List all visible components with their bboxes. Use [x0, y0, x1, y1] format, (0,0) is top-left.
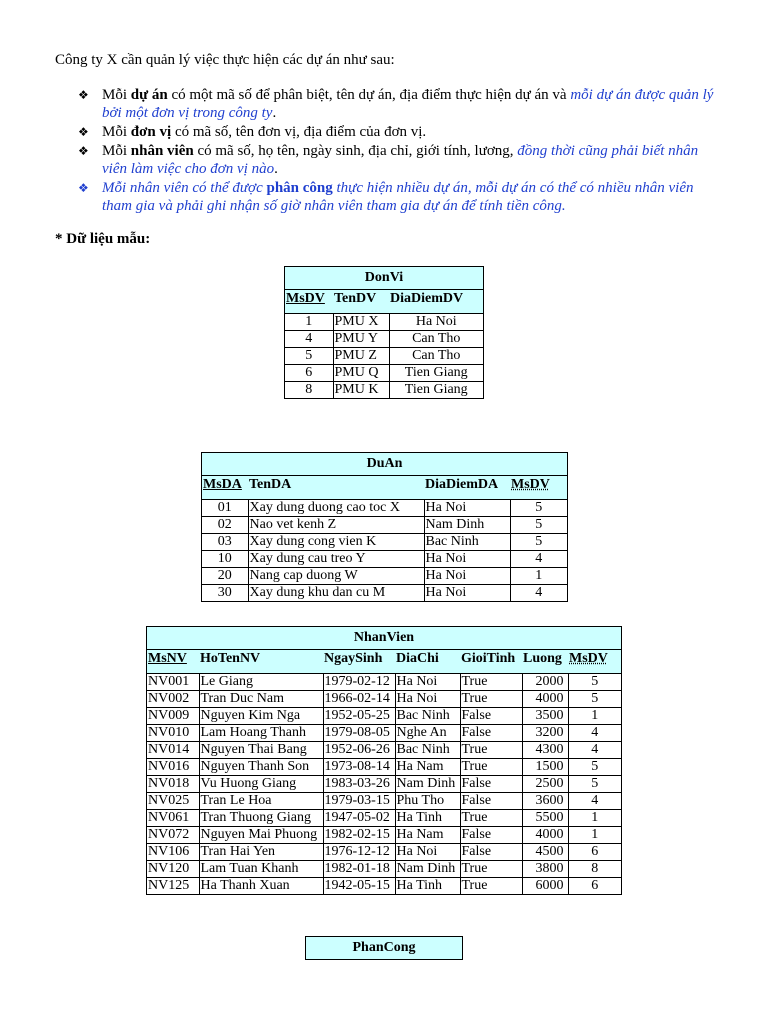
table-row [285, 365, 484, 382]
table-cell: Tran Hai Yen [199, 844, 323, 861]
table-cell: Bac Ninh [424, 534, 510, 551]
table-cell: True [460, 878, 522, 895]
table-row [202, 585, 568, 602]
table-cell: Ha Noi [395, 674, 460, 691]
table-cell: 1966-02-14 [323, 691, 395, 708]
table-cell: 1952-05-25 [323, 708, 395, 725]
table-title: DonVi [285, 267, 484, 290]
table-cell: Ha Nam [395, 759, 460, 776]
diamond-bullet-icon: ❖ [78, 125, 89, 139]
table-cell: 1952-06-26 [323, 742, 395, 759]
requirement-text: đơn vị [130, 124, 172, 140]
table-cell: Tran Thuong Giang [199, 810, 323, 827]
table-cell: PMU K [333, 382, 389, 399]
table-cell: Xay dung cau treo Y [248, 551, 424, 568]
table-cell: NV018 [147, 776, 200, 793]
table-cell: 3600 [522, 793, 568, 810]
table-cell: Can Tho [389, 331, 484, 348]
table-cell: Nang cap duong W [248, 568, 424, 585]
table-cell: 10 [202, 551, 249, 568]
requirement-text: có mã số, họ tên, ngày sinh, địa chỉ, giới tính, lương, [193, 143, 518, 159]
table-row [285, 348, 484, 365]
requirement-text: phân công [266, 180, 333, 196]
table-cell: 4 [568, 725, 622, 742]
requirement-item [78, 123, 718, 141]
table-title: DuAn [202, 453, 568, 476]
table-cell: Ha Thanh Xuan [199, 878, 323, 895]
table-cell: Ha Noi [424, 500, 510, 517]
table-cell: 1982-01-18 [323, 861, 395, 878]
table-cell: NV009 [147, 708, 200, 725]
table-cell: Nam Dinh [395, 776, 460, 793]
table-row [285, 314, 484, 331]
table-cell: True [460, 759, 522, 776]
table-cell: 1979-02-12 [323, 674, 395, 691]
requirement-text: dự án [130, 87, 168, 103]
table-phancong [305, 936, 463, 960]
table-cell: Can Tho [389, 348, 484, 365]
table-cell: 5500 [522, 810, 568, 827]
table-row [147, 708, 622, 725]
diamond-bullet-icon: ❖ [78, 181, 89, 195]
table-row [147, 776, 622, 793]
table-cell: Phu Tho [395, 793, 460, 810]
table-cell: 3200 [522, 725, 568, 742]
table-cell: Ha Noi [424, 551, 510, 568]
requirement-text: có mã số, tên đơn vị, địa điểm của đơn vị. [171, 124, 427, 140]
column-header: NgaySinh [323, 650, 395, 674]
table-cell: PMU Y [333, 331, 389, 348]
table-cell: Tran Le Hoa [199, 793, 323, 810]
table-cell: 5 [568, 776, 622, 793]
table-cell: 4 [568, 793, 622, 810]
table-row [147, 827, 622, 844]
table-cell: 02 [202, 517, 249, 534]
table-cell: NV120 [147, 861, 200, 878]
table-cell: Ha Noi [389, 314, 484, 331]
table-cell: NV125 [147, 878, 200, 895]
requirement-item [78, 86, 718, 122]
table-cell: 1979-08-05 [323, 725, 395, 742]
table-cell: False [460, 708, 522, 725]
table-row [147, 844, 622, 861]
table-cell: NV072 [147, 827, 200, 844]
table-cell: 1976-12-12 [323, 844, 395, 861]
requirement-text: đồng thời cũng phải biết nhân viên làm việc cho đơn vị nào [102, 143, 699, 177]
table-cell: 01 [202, 500, 249, 517]
table-cell: Xay dung duong cao toc X [248, 500, 424, 517]
table-cell: 5 [510, 500, 568, 517]
table-cell: True [460, 810, 522, 827]
duan-rows [202, 500, 568, 602]
requirement-text: . [272, 105, 277, 121]
column-header: HoTenNV [199, 650, 323, 674]
table-cell: 1942-05-15 [323, 878, 395, 895]
table-cell: 5 [568, 759, 622, 776]
table-cell: 6 [285, 365, 334, 382]
table-cell: 4500 [522, 844, 568, 861]
table-row [147, 759, 622, 776]
table-title: NhanVien [147, 627, 622, 650]
table-row [202, 517, 568, 534]
table-cell: Xay dung cong vien K [248, 534, 424, 551]
column-header: MsNV [147, 650, 200, 674]
column-header: TenDA [248, 476, 424, 500]
requirement-text: Mỗi [102, 124, 131, 140]
table-row [147, 861, 622, 878]
table-cell: False [460, 776, 522, 793]
table-nhanvien [146, 626, 622, 895]
table-row [202, 500, 568, 517]
table-cell: NV010 [147, 725, 200, 742]
table-cell: Ha Tinh [395, 878, 460, 895]
table-row [285, 331, 484, 348]
table-cell: 20 [202, 568, 249, 585]
table-title: PhanCong [306, 937, 463, 960]
table-cell: PMU Q [333, 365, 389, 382]
column-header: TenDV [333, 290, 389, 314]
requirement-text: Mỗi [102, 143, 131, 159]
requirement-text: Mỗi [102, 87, 131, 103]
table-cell: Nguyen Thai Bang [199, 742, 323, 759]
table-row [147, 878, 622, 895]
table-row [147, 725, 622, 742]
table-cell: False [460, 793, 522, 810]
table-cell: 4 [510, 585, 568, 602]
table-cell: True [460, 674, 522, 691]
table-cell: 1973-08-14 [323, 759, 395, 776]
table-cell: False [460, 725, 522, 742]
table-cell: 03 [202, 534, 249, 551]
table-cell: 6000 [522, 878, 568, 895]
table-cell: Ha Noi [424, 568, 510, 585]
table-cell: NV002 [147, 691, 200, 708]
table-cell: 4000 [522, 691, 568, 708]
table-cell: Nguyen Kim Nga [199, 708, 323, 725]
table-cell: Nghe An [395, 725, 460, 742]
table-cell: 5 [568, 674, 622, 691]
table-row [202, 534, 568, 551]
table-cell: True [460, 861, 522, 878]
requirement-item [78, 142, 718, 178]
table-cell: NV061 [147, 810, 200, 827]
column-header: MsDV [568, 650, 622, 674]
table-row [285, 382, 484, 399]
table-cell: Xay dung khu dan cu M [248, 585, 424, 602]
diamond-bullet-icon: ❖ [78, 144, 89, 158]
table-cell: Ha Noi [424, 585, 510, 602]
table-duan [201, 452, 568, 602]
table-cell: 1983-03-26 [323, 776, 395, 793]
table-row [202, 551, 568, 568]
table-cell: NV025 [147, 793, 200, 810]
table-cell: Bac Ninh [395, 708, 460, 725]
column-header: DiaChi [395, 650, 460, 674]
table-row [147, 691, 622, 708]
table-cell: True [460, 691, 522, 708]
requirement-text: Mỗi nhân viên có thể được [102, 180, 267, 196]
intro-text: Công ty X cần quản lý việc thực hiện các dự án như sau: [55, 52, 395, 68]
table-cell: Nao vet kenh Z [248, 517, 424, 534]
table-cell: 5 [510, 534, 568, 551]
table-cell: Vu Huong Giang [199, 776, 323, 793]
table-cell: 4 [568, 742, 622, 759]
column-header: GioiTinh [460, 650, 522, 674]
table-cell: Ha Noi [395, 691, 460, 708]
table-row [147, 810, 622, 827]
table-cell: Ha Noi [395, 844, 460, 861]
table-cell: Lam Hoang Thanh [199, 725, 323, 742]
table-cell: 1947-05-02 [323, 810, 395, 827]
table-cell: 1 [568, 810, 622, 827]
table-cell: 4300 [522, 742, 568, 759]
table-cell: 1979-03-15 [323, 793, 395, 810]
table-cell: 2000 [522, 674, 568, 691]
table-cell: 1 [568, 827, 622, 844]
table-cell: Nam Dinh [424, 517, 510, 534]
table-cell: 1 [568, 708, 622, 725]
table-cell: 1500 [522, 759, 568, 776]
requirement-item [78, 179, 718, 215]
table-cell: NV016 [147, 759, 200, 776]
table-cell: 6 [568, 878, 622, 895]
nhanvien-rows [147, 674, 622, 895]
table-cell: Nguyen Thanh Son [199, 759, 323, 776]
requirement-text: thực hiện nhiều dự án, mỗi dự án có thể có nhiều nhân viên tham gia và phải ghi nhận số giờ nhân viên tham gia dự án để tính tiền công. [102, 180, 694, 214]
table-row [147, 793, 622, 810]
table-cell: 30 [202, 585, 249, 602]
table-cell: 5 [285, 348, 334, 365]
column-header: MsDV [285, 290, 334, 314]
table-cell: 3500 [522, 708, 568, 725]
table-cell: NV106 [147, 844, 200, 861]
table-cell: Tien Giang [389, 382, 484, 399]
table-cell: NV001 [147, 674, 200, 691]
table-cell: 4000 [522, 827, 568, 844]
table-cell: 8 [285, 382, 334, 399]
table-cell: 1 [285, 314, 334, 331]
column-header: MsDV [510, 476, 568, 500]
requirement-text: mỗi dự án được quản lý bởi một đơn vị trong công ty [102, 87, 714, 121]
table-cell: Ha Nam [395, 827, 460, 844]
table-cell: 8 [568, 861, 622, 878]
table-cell: 4 [510, 551, 568, 568]
table-cell: 5 [568, 691, 622, 708]
table-cell: 3800 [522, 861, 568, 878]
table-cell: 1 [510, 568, 568, 585]
requirement-text: nhân viên [130, 143, 194, 159]
sample-data-heading: * Dữ liệu mẫu: [55, 231, 151, 247]
table-cell: Le Giang [199, 674, 323, 691]
requirements-list [78, 86, 718, 216]
table-row [202, 568, 568, 585]
table-row [147, 674, 622, 691]
table-cell: True [460, 742, 522, 759]
table-cell: False [460, 827, 522, 844]
table-cell: Tien Giang [389, 365, 484, 382]
column-header: MsDA [202, 476, 249, 500]
table-donvi [284, 266, 484, 399]
table-cell: PMU X [333, 314, 389, 331]
table-row [147, 742, 622, 759]
column-header: Luong [522, 650, 568, 674]
table-cell: PMU Z [333, 348, 389, 365]
column-header: DiaDiemDA [424, 476, 510, 500]
diamond-bullet-icon: ❖ [78, 88, 89, 102]
table-cell: False [460, 844, 522, 861]
donvi-rows [285, 314, 484, 399]
table-cell: Ha Tinh [395, 810, 460, 827]
requirement-text: . [274, 161, 278, 177]
table-cell: Lam Tuan Khanh [199, 861, 323, 878]
column-header: DiaDiemDV [389, 290, 484, 314]
table-cell: 6 [568, 844, 622, 861]
table-cell: Nam Dinh [395, 861, 460, 878]
table-cell: 1982-02-15 [323, 827, 395, 844]
table-cell: 2500 [522, 776, 568, 793]
requirement-text: có một mã số để phân biệt, tên dự án, địa điểm thực hiện dự án và [167, 87, 571, 103]
table-cell: 4 [285, 331, 334, 348]
table-cell: Bac Ninh [395, 742, 460, 759]
table-cell: NV014 [147, 742, 200, 759]
table-cell: Nguyen Mai Phuong [199, 827, 323, 844]
table-cell: 5 [510, 517, 568, 534]
table-cell: Tran Duc Nam [199, 691, 323, 708]
